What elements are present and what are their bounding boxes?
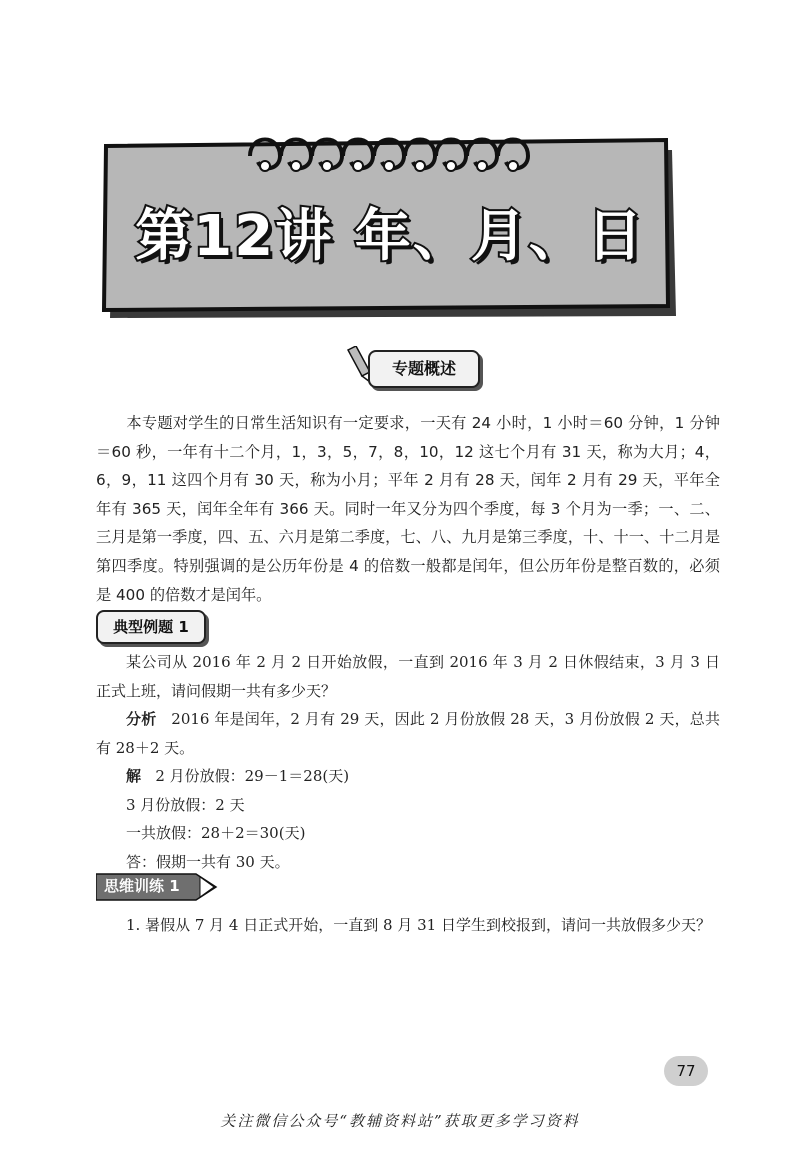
overview-tag-label: 专题概述 bbox=[368, 350, 480, 388]
analysis-text: 2016 年是闰年，2 月有 29 天，因此 2 月份放假 28 天，3 月份放假 2 天，总共有 28＋2 天。 bbox=[96, 710, 720, 757]
solution-label: 解 bbox=[126, 767, 142, 785]
example-tag: 典型例题 1 bbox=[96, 610, 206, 644]
example-body bbox=[96, 648, 720, 876]
solution-line-1 bbox=[96, 762, 720, 791]
overview-paragraph: 本专题对学生的日常生活知识有一定要求，一天有 24 小时，1 小时＝60 分钟，1 分钟＝60 秒，一年有十二个月，1，3，5，7，8，10，12 这七个月有 31 天，称为大月；4，6，9，11 这四个月有 30 天，称为小月；平年 2 月有 28 天，闰年 2 月有 29 天，平年全年有 365 天，闰年全年有 366 天。同时一年又分为四个季度，每 3 个月为一季；一、二、三月是第一季度，四、五、六月是第二季度，七、八、九月是第三季度，十、十一、十二月是第四季度。特别强调的是公历年份是 4 的倍数一般都是闰年，但公历年份是整百数的，必须是 400 的倍数才是闰年。 bbox=[96, 414, 720, 604]
solution-answer: 答：假期一共有 30 天。 bbox=[126, 852, 290, 871]
solution-line-3: 一共放假：28＋2＝30(天) bbox=[126, 824, 306, 842]
chapter-title: 第12讲 年、月、日 bbox=[135, 204, 645, 269]
solution-text: 2 月份放假：29－1＝28(天) bbox=[155, 767, 350, 785]
analysis-label: 分析 bbox=[126, 710, 157, 728]
training-tag bbox=[96, 873, 220, 901]
footer-note: 关注微信公众号“教辅资料站”获取更多学习资料 bbox=[220, 1112, 580, 1130]
example-analysis bbox=[96, 705, 720, 762]
solution-line-2: 3 月份放假：2 天 bbox=[126, 795, 245, 814]
training-tag-label: 思维训练 1 bbox=[104, 877, 180, 895]
example-question: 某公司从 2016 年 2 月 2 日开始放假，一直到 2016 年 3 月 2 日休假结束，3 月 3 日正式上班，请问假期一共有多少天？ bbox=[96, 653, 720, 700]
chapter-banner bbox=[100, 120, 680, 320]
exercise-1: 1. 暑假从 7 月 4 日正式开始，一直到 8 月 31 日学生到校报到，请问一共放假多少天？ bbox=[126, 916, 711, 934]
page-number: 77 bbox=[664, 1056, 708, 1086]
